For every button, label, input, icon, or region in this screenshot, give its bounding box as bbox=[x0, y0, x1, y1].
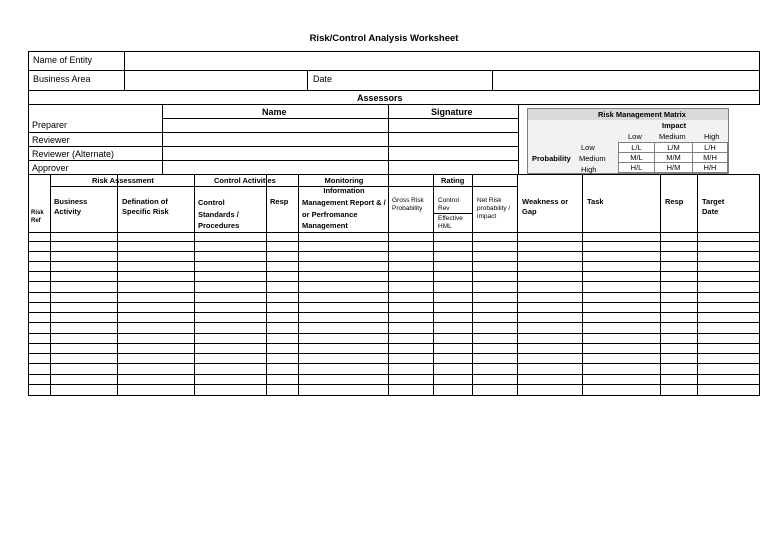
grid-line bbox=[28, 251, 760, 252]
signature-column-header: Signature bbox=[431, 107, 473, 117]
col-net-risk: Net Risk probability / impact bbox=[477, 197, 511, 220]
grid-line bbox=[388, 186, 517, 187]
grid-line bbox=[28, 343, 760, 344]
grid-line bbox=[28, 241, 760, 242]
matrix-cell-lh: L/H bbox=[692, 142, 728, 153]
grid-line bbox=[28, 292, 760, 293]
col-control-standards: Control Standards / Procedures bbox=[198, 198, 240, 230]
matrix-cell-ml: M/L bbox=[618, 152, 655, 163]
col-resp-2: Resp bbox=[665, 197, 684, 206]
col-control-rev: Control Rev bbox=[438, 197, 459, 212]
role-preparer: Preparer bbox=[32, 120, 68, 130]
prob-medium: Medium bbox=[579, 154, 606, 163]
matrix-probability-label: Probability bbox=[532, 154, 571, 163]
impact-medium: Medium bbox=[659, 132, 686, 141]
risk-management-matrix bbox=[527, 108, 729, 174]
grid-line bbox=[28, 353, 760, 354]
prob-high: High bbox=[581, 165, 597, 174]
prob-low: Low bbox=[581, 143, 595, 152]
col-gross-risk-probability: Gross Risk Probability bbox=[392, 197, 424, 212]
grid-line bbox=[28, 384, 760, 385]
matrix-cell-hl: H/L bbox=[618, 162, 655, 173]
matrix-impact-label: Impact bbox=[662, 121, 687, 130]
date-label: Date bbox=[313, 74, 333, 84]
grid-line bbox=[28, 374, 760, 375]
col-management-report: Management Report & / or Perfromance Management bbox=[302, 198, 386, 230]
col-business-activity: Business Activity bbox=[54, 197, 88, 216]
matrix-cell-hm: H/M bbox=[654, 162, 693, 173]
group-control-activities: Control Activities bbox=[214, 176, 276, 185]
grid-line bbox=[28, 281, 760, 282]
role-reviewer-alternate: Reviewer (Alternate) bbox=[32, 149, 115, 159]
impact-low: Low bbox=[628, 132, 642, 141]
col-risk-ref: Risk Ref bbox=[31, 210, 44, 224]
name-of-entity-label: Name of Entity bbox=[33, 55, 93, 65]
col-target-date: Target Date bbox=[702, 197, 725, 216]
business-area-row bbox=[28, 70, 760, 91]
col-resp: Resp bbox=[270, 197, 289, 206]
grid-line bbox=[28, 232, 760, 233]
role-approver: Approver bbox=[32, 163, 69, 173]
assessors-label: Assessors bbox=[357, 93, 403, 103]
matrix-cell-mm: M/M bbox=[654, 152, 693, 163]
col-task: Task bbox=[587, 197, 604, 206]
matrix-cell-ll: L/L bbox=[618, 142, 655, 153]
grid-line bbox=[28, 322, 760, 323]
grid-line bbox=[28, 333, 760, 334]
name-column-header: Name bbox=[262, 107, 287, 117]
matrix-cell-lm: L/M bbox=[654, 142, 693, 153]
grid-line bbox=[28, 312, 760, 313]
group-risk-assessment: Risk Assessment bbox=[92, 176, 154, 185]
role-reviewer: Reviewer bbox=[32, 135, 70, 145]
worksheet-title: Risk/Control Analysis Worksheet bbox=[309, 33, 459, 44]
grid-line bbox=[28, 363, 760, 364]
col-weakness-or-gap: Weakness or Gap bbox=[522, 197, 569, 216]
matrix-cell-mh: M/H bbox=[692, 152, 728, 163]
grid-line bbox=[28, 271, 760, 272]
grid-line bbox=[28, 261, 760, 262]
grid-line bbox=[433, 213, 472, 214]
grid-line bbox=[28, 302, 760, 303]
col-effective-hml: Effective HML bbox=[438, 215, 463, 230]
business-area-label: Business Area bbox=[33, 74, 91, 84]
col-defination-of-specific-risk: Defination of Specific Risk bbox=[122, 197, 169, 216]
group-monitoring-information: Monitoring Information bbox=[323, 176, 365, 195]
entity-row bbox=[28, 51, 760, 71]
matrix-title: Risk Management Matrix bbox=[598, 110, 686, 119]
matrix-cell-hh: H/H bbox=[692, 162, 728, 173]
impact-high: High bbox=[704, 132, 720, 141]
group-rating: Rating bbox=[441, 176, 465, 185]
